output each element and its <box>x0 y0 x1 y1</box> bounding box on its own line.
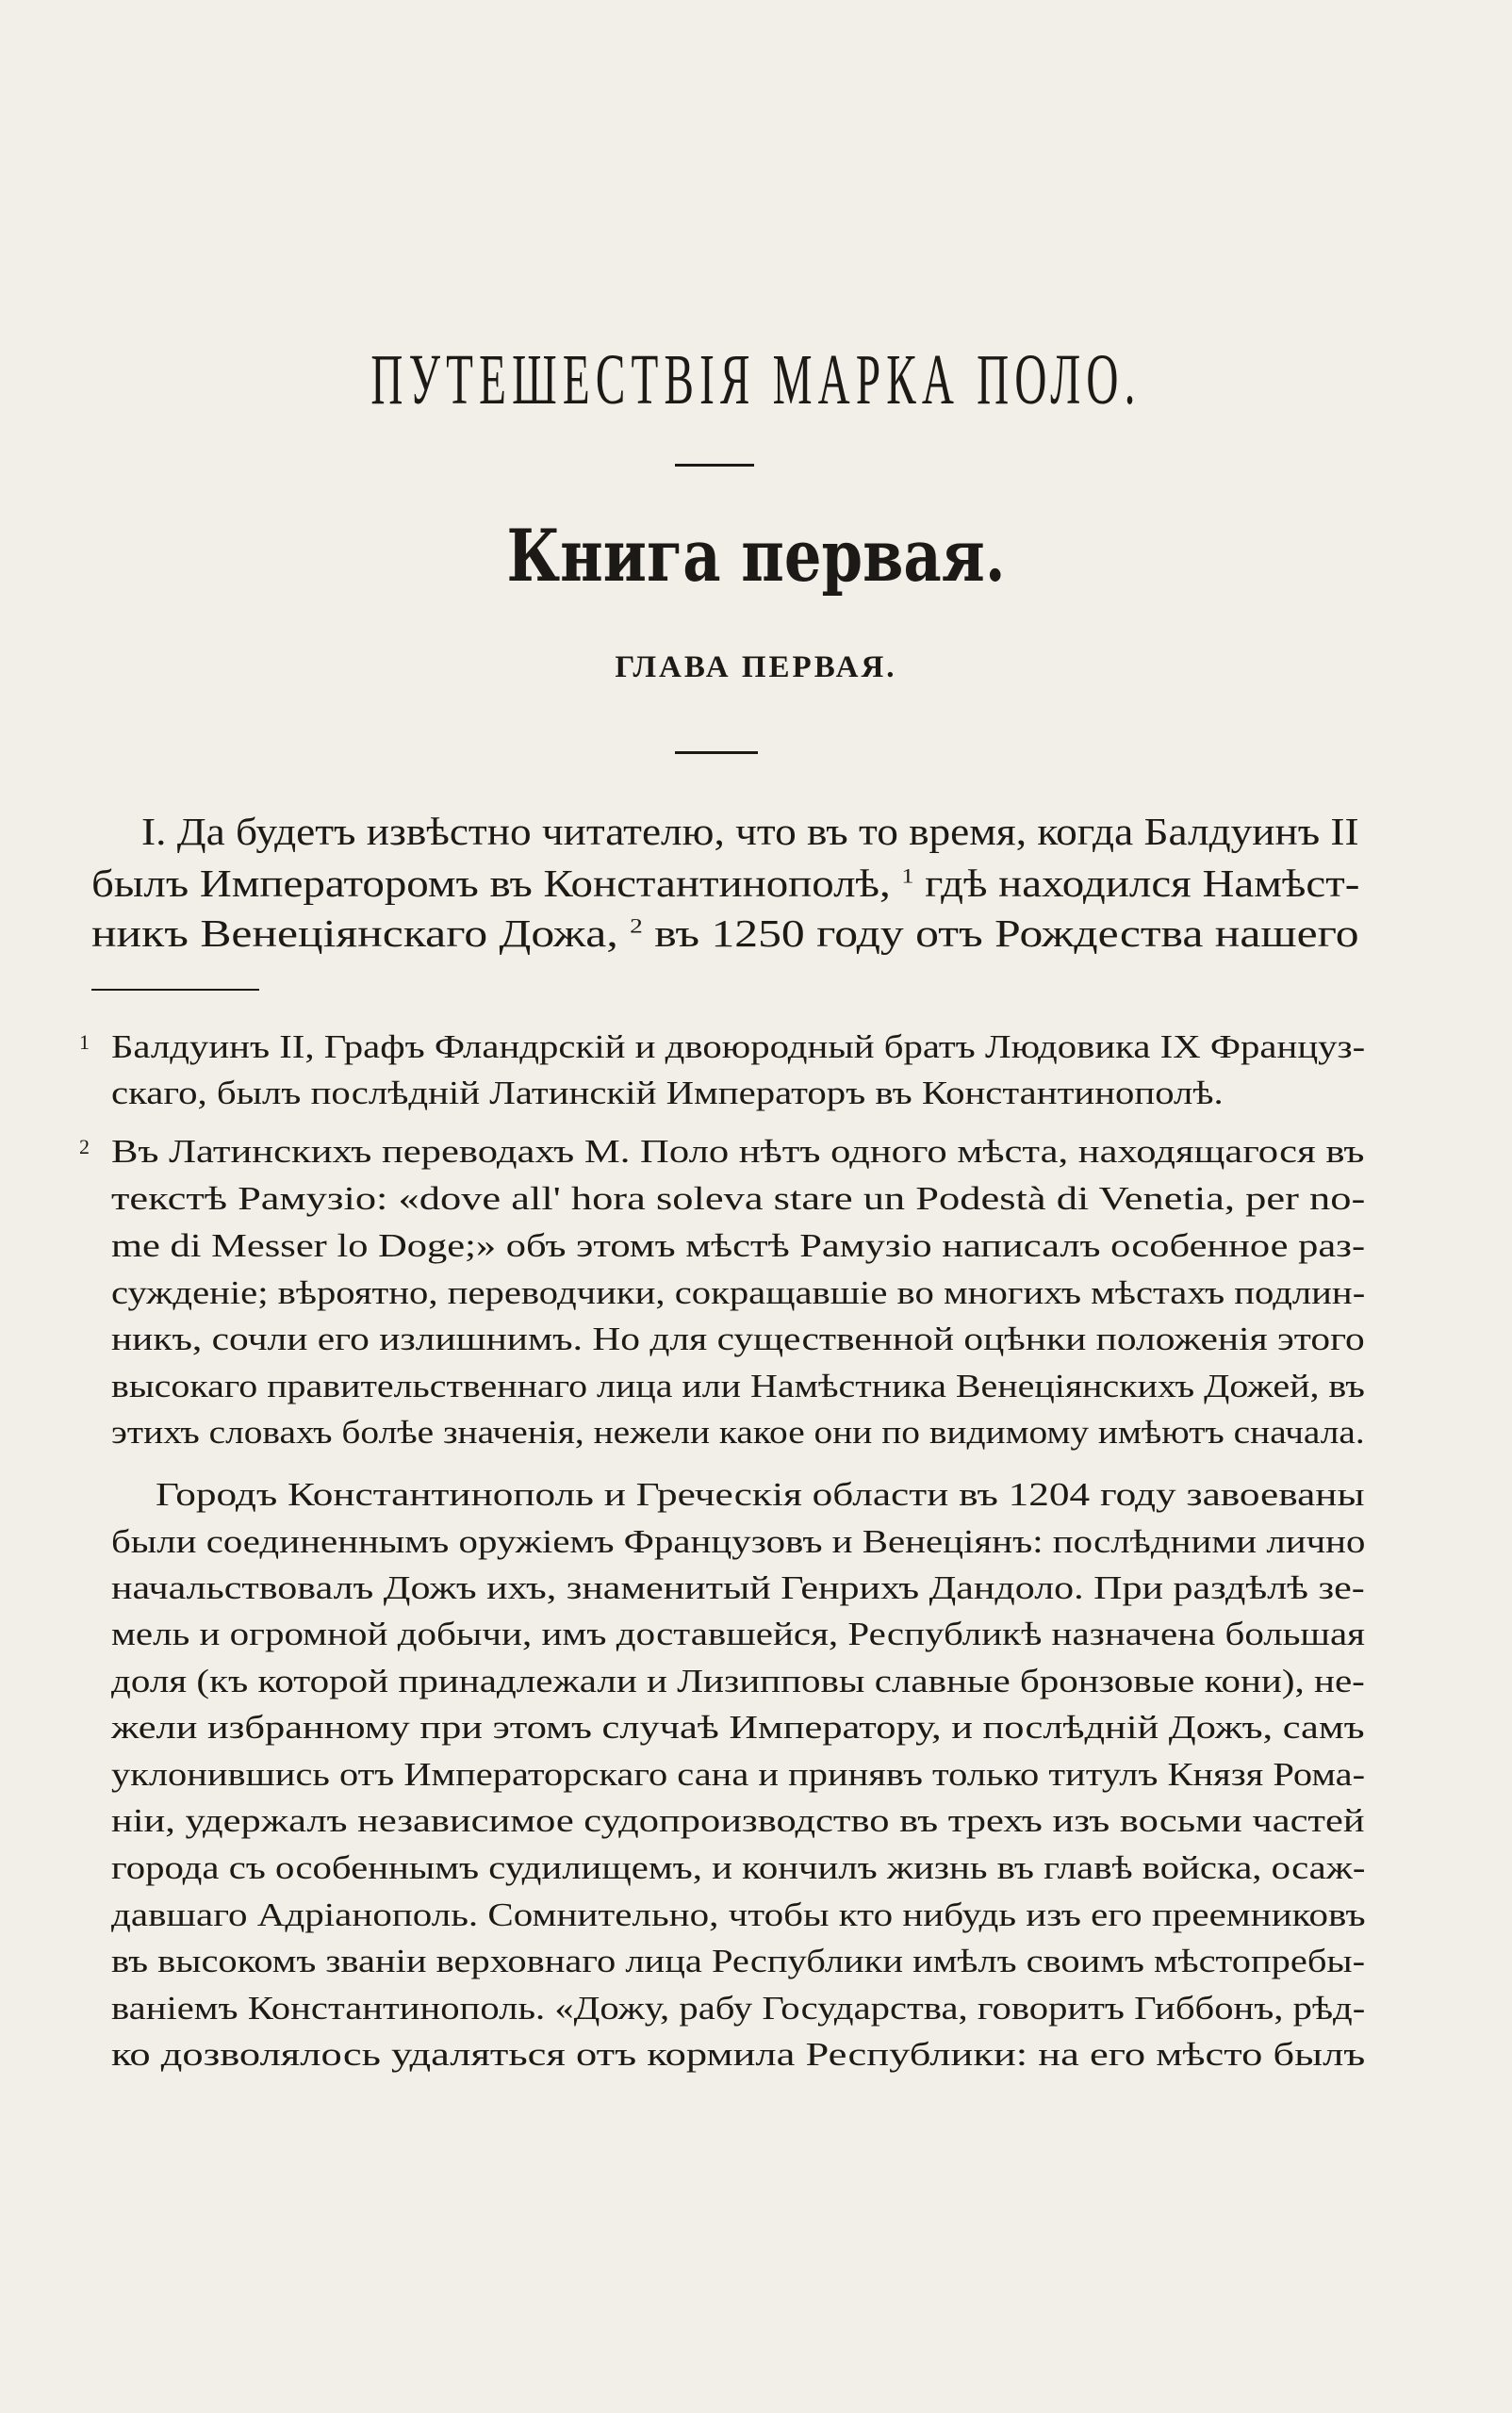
page-title: ПУТЕШЕСТВІЯ МАРКА ПОЛО. <box>370 340 1142 419</box>
main-text-line-3 <box>91 911 1359 956</box>
footnote-2-line: высокаго правительственнаго лица или Намѣстника Венеціянскихъ Дожей, въ <box>111 1368 1365 1404</box>
paragraph-line: уклонившись отъ Императорскаго сана и принявъ только титулъ Князя Рома- <box>111 1756 1366 1793</box>
footnote-1-marker: 1 <box>79 1030 90 1054</box>
chapter-divider <box>675 751 758 754</box>
main-text-line-3-part-2: въ 1250 году отъ Рождества нашего <box>654 911 1359 955</box>
main-text-line-1: I. Да будетъ извѣстно читателю, что въ то время, когда Балдуинъ II <box>141 810 1359 853</box>
footnote-1-line-1: Балдуинъ II, Графъ Фландрскій и двоюродный братъ Людовика IX Француз- <box>111 1028 1366 1065</box>
paragraph-line: въ высокомъ званіи верховнаго лица Республики имѣлъ своимъ мѣстопребы- <box>111 1943 1366 1979</box>
paragraph-line: мель и огромной добычи, имъ доставшейся, Республикѣ назначена большая <box>111 1616 1366 1652</box>
paragraph-line: ко дозволялось удаляться отъ кормила Республики: на его мѣсто былъ <box>111 2036 1366 2073</box>
paragraph-line: были соединеннымъ оружіемъ Французовъ и Венеціянъ: послѣдними лично <box>111 1523 1366 1560</box>
footnote-2-line: me di Messer lo Doge;» объ этомъ мѣстѣ Рамузіо написалъ особенное раз- <box>111 1227 1366 1264</box>
paragraph-line: Городъ Константинополь и Греческія области въ 1204 году завоеваны <box>156 1476 1365 1513</box>
paragraph-line: города съ особеннымъ судилищемъ, и кончилъ жизнь въ главѣ войска, осаж- <box>111 1849 1366 1886</box>
main-text-line-2-part-2: гдѣ находился Намѣст- <box>925 862 1360 905</box>
footnote-2-line: никъ, сочли его излишнимъ. Но для существенной оцѣнки положенія этого <box>111 1321 1365 1357</box>
paragraph-line: жели избранному при этомъ случаѣ Императору, и послѣдній Дожъ, самъ <box>111 1709 1365 1746</box>
footnote-2-marker: 2 <box>79 1135 90 1158</box>
main-text-line-2-part-1: былъ Императоромъ въ Константинополѣ, <box>91 862 891 905</box>
footnote-2-line: Въ Латинскихъ переводахъ М. Поло нѣтъ одного мѣста, находящагося въ <box>111 1133 1365 1170</box>
paragraph-line: давшаго Адріанополь. Сомнительно, чтобы кто нибудь изъ его преемниковъ <box>111 1896 1366 1933</box>
footnote-1-line-2: скаго, былъ послѣдній Латинскій Императоръ въ Константинополѣ. <box>111 1075 1224 1111</box>
footnote-ref-2: 2 <box>630 913 643 938</box>
footnote-separator <box>91 989 259 991</box>
footnote-2-line: сужденіе; вѣроятно, переводчики, сокращавшіе во многихъ мѣстахъ подлин- <box>111 1274 1366 1311</box>
footnote-2-line: этихъ словахъ болѣе значенія, нежели какое они по видимому имѣютъ сначала. <box>111 1414 1365 1451</box>
paragraph-line: ніи, удержалъ независимое судопроизводство въ трехъ изъ восьми частей <box>111 1802 1365 1839</box>
title-divider <box>675 464 754 467</box>
chapter-heading: ГЛАВА ПЕРВАЯ. <box>615 650 897 684</box>
footnote-ref-1: 1 <box>901 863 914 888</box>
paragraph-line: доля (къ которой принадлежали и Лизипповы славные бронзовые кони), не- <box>111 1663 1365 1699</box>
paragraph-line: начальствовалъ Дожъ ихъ, знаменитый Генрихъ Дандоло. При раздѣлѣ зе- <box>111 1569 1365 1606</box>
main-text-line-2 <box>91 861 1359 906</box>
main-text-line-3-part-1: никъ Венеціянскаго Дожа, <box>91 911 618 955</box>
paragraph-line: ваніемъ Константинополь. «Дожу, рабу Государства, говоритъ Гиббонъ, рѣд- <box>111 1990 1366 2027</box>
footnote-2-line: текстѣ Рамузіо: «dove all' hora soleva stare un Podestà di Venetia, per no- <box>111 1180 1366 1217</box>
book-heading: Книга первая. <box>506 514 1006 598</box>
